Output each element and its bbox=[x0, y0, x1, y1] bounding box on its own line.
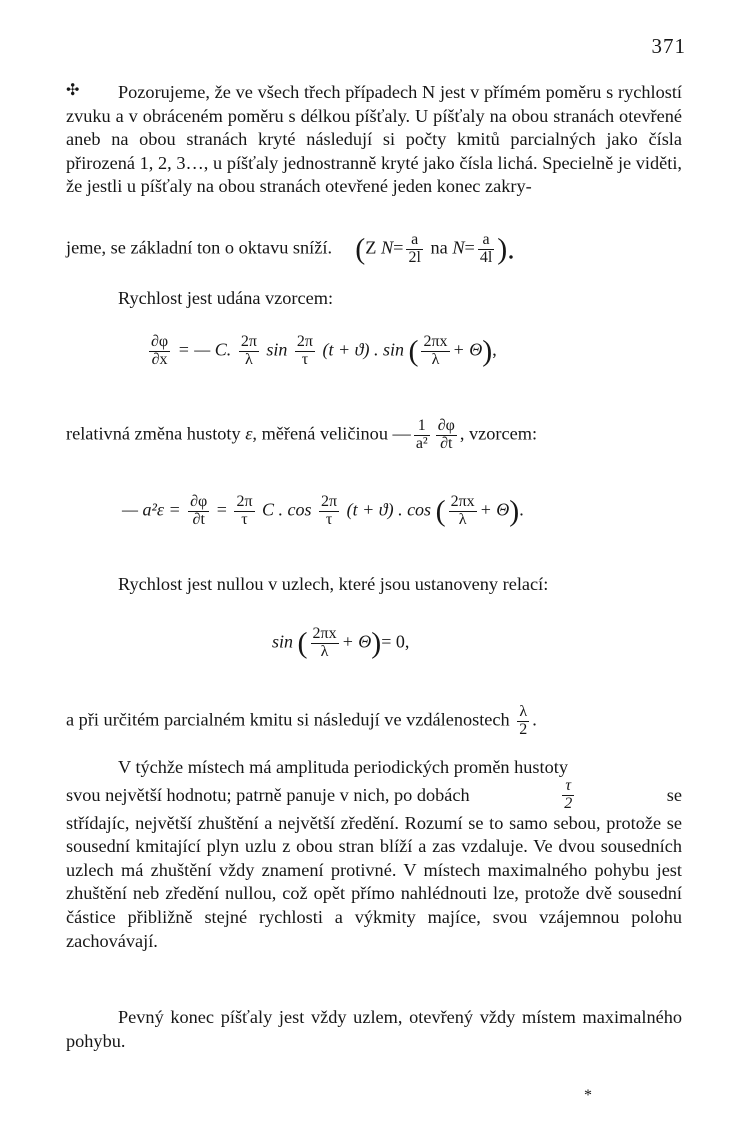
minus-sign: — bbox=[392, 423, 411, 444]
sin-word: sin bbox=[266, 339, 288, 360]
frac-num: a bbox=[478, 232, 494, 250]
formula-word: vzorcem: bbox=[469, 423, 538, 444]
paren-open: ( bbox=[355, 232, 366, 266]
frac-den: λ bbox=[320, 642, 329, 660]
plus-theta: + Θ bbox=[452, 339, 483, 360]
eq-c: = — C. bbox=[177, 339, 232, 360]
frac-num: 2π bbox=[321, 493, 338, 510]
paren-close: ) bbox=[371, 626, 382, 660]
line-velocity-null: Rychlost jest nullou v uzlech, které jsou ustanoveny relací: bbox=[118, 574, 549, 594]
frac-num: ∂φ bbox=[437, 417, 455, 434]
equation-node bbox=[272, 626, 409, 661]
footnote-marker-top: ✣ bbox=[66, 82, 80, 99]
frac-num: ∂φ bbox=[151, 333, 169, 350]
frac-den: 2 bbox=[564, 795, 573, 813]
paren-open: ( bbox=[408, 334, 419, 368]
rhs-zero: = 0, bbox=[381, 631, 410, 652]
frac-den: a² bbox=[415, 434, 428, 452]
frac-den: 2l bbox=[408, 248, 421, 266]
frac-den: λ bbox=[244, 350, 253, 368]
equals-2: = bbox=[464, 237, 475, 258]
eq-end: . bbox=[519, 499, 524, 520]
equation-density bbox=[122, 494, 524, 529]
frac-2pix-lambda bbox=[421, 334, 449, 369]
fraction-a-2l bbox=[406, 232, 422, 267]
partial-text: a při určitém parcialném kmitu si následují ve vzdálenostech bbox=[66, 709, 510, 730]
plus-theta: + Θ bbox=[479, 499, 510, 520]
paren-close: ) bbox=[509, 494, 520, 528]
epsilon-symbol: ε, bbox=[245, 423, 257, 444]
frac-2pi-tau bbox=[295, 334, 315, 369]
frac-num: 2π bbox=[240, 333, 257, 350]
paragraph-fixed-end: Pevný konec píšťaly jest vždy uzlem, otevřený vždy místem maximalného pohybu. bbox=[66, 1007, 682, 1051]
frac-dphi-dx bbox=[149, 334, 170, 369]
amp-rest: střídajíc, největší zhuštění a největší zředění. Rozumí se to samo sebou, protože se sousední kmitající plyn uzlu z obou stran blíží a zas vzdaluje. Ve dvou sousedních uzlech má zhuštění vždy znamení protivné. V místech maximalného pohybu jest zhuštění neb zředění nullou, což opět přímo nahlédnouti lze, protože dvě sousední částice přibližně stejné rychlosti a výkmity majíce, svou vzájemnou polohu zachovávají. bbox=[66, 812, 682, 951]
line-octave bbox=[66, 232, 515, 267]
sin-word: sin bbox=[272, 631, 294, 652]
amp-line-2-text: svou největší hodnotu; patrně panuje v nich, po dobách bbox=[66, 784, 470, 805]
paren-close: ) bbox=[482, 334, 493, 368]
paragraph-amplitude bbox=[66, 756, 682, 953]
frac-1-a2 bbox=[414, 418, 430, 453]
frac-dphi-dt bbox=[436, 418, 457, 453]
frac-den: ∂t bbox=[440, 434, 453, 452]
arg-t-theta: (t + ϑ) . sin bbox=[322, 339, 404, 360]
frac-2pix-lambda bbox=[449, 494, 477, 529]
frac-tau-2 bbox=[562, 778, 574, 813]
frac-2pix-lambda bbox=[311, 626, 339, 661]
octave-text: jeme, se základní ton o oktavu sníží. bbox=[66, 237, 333, 258]
line-partial-oscillation bbox=[66, 704, 537, 739]
frac-num: 2πx bbox=[423, 333, 448, 350]
period: . bbox=[532, 709, 537, 730]
equals: = bbox=[216, 499, 227, 520]
page-number: 371 bbox=[651, 34, 686, 58]
measured-text: měřená veličinou bbox=[261, 423, 388, 444]
fraction-a-4l bbox=[478, 232, 494, 267]
frac-den: λ bbox=[431, 350, 440, 368]
frac-den: ∂x bbox=[151, 350, 168, 368]
frac-2pi-tau-2 bbox=[319, 494, 339, 529]
amp-line-2-end: se bbox=[666, 784, 682, 805]
frac-num: 2π bbox=[236, 493, 253, 510]
c-cos: C . cos bbox=[262, 499, 312, 520]
n-var-2: N bbox=[452, 237, 465, 258]
frac-2pi-tau bbox=[234, 494, 254, 529]
frac-den: 2 bbox=[519, 720, 528, 738]
z-label: Z bbox=[365, 237, 377, 258]
frac-num: τ bbox=[562, 778, 574, 796]
paren-open: ( bbox=[297, 626, 308, 660]
frac-den: τ bbox=[325, 510, 333, 528]
paren-close: ). bbox=[497, 232, 515, 266]
frac-den: τ bbox=[241, 510, 248, 528]
frac-num: 2πx bbox=[450, 493, 475, 510]
paren-open: ( bbox=[435, 494, 446, 528]
equals: = bbox=[393, 237, 404, 258]
amp-line-1: V týchže místech má amplituda periodických proměn hustoty bbox=[118, 757, 568, 777]
frac-num: a bbox=[406, 232, 422, 250]
frac-num: ∂φ bbox=[190, 493, 208, 510]
frac-den: λ bbox=[458, 510, 467, 528]
plus-theta: + Θ bbox=[341, 631, 372, 652]
lhs: — a²ε = bbox=[122, 499, 181, 520]
line-relative-density bbox=[66, 418, 537, 453]
n-var: N bbox=[380, 237, 394, 258]
frac-den: 4l bbox=[479, 248, 493, 266]
arg-t-theta: (t + ϑ) . cos bbox=[346, 499, 432, 520]
footnote-marker-bottom: * bbox=[584, 1087, 592, 1104]
eq-end: , bbox=[492, 339, 497, 360]
relative-text: relativná změna hustoty bbox=[66, 423, 241, 444]
frac-den: τ bbox=[301, 350, 309, 368]
na-word: na bbox=[430, 237, 448, 258]
frac-num: 1 bbox=[414, 418, 430, 436]
frac-num: 2πx bbox=[312, 625, 337, 642]
frac-den: ∂t bbox=[192, 510, 205, 528]
frac-lambda-2 bbox=[517, 704, 529, 739]
frac-2pi-lambda bbox=[239, 334, 259, 369]
line-velocity: Rychlost jest udána vzorcem: bbox=[118, 288, 334, 308]
frac-num: 2π bbox=[296, 333, 313, 350]
frac-dphi-dt bbox=[188, 494, 209, 529]
comma: , bbox=[459, 423, 465, 444]
frac-num: λ bbox=[517, 704, 529, 722]
paragraph-observation: Pozorujeme, že ve všech třech případech N jest v přímém poměru s rychlostí zvuku a v obráceném poměru s délkou píšťaly. U píšťaly na obou stranách otevřené aneb na obou stranách kryté následují si počty kmitů parcialných jako čísla přirozená 1, 2, 3…, u píšťaly jednostranně kryté jako čísla lichá. Specielně je viděti, že jestli u píšťaly na obou stranách otevřené jeden konec zakry- bbox=[66, 82, 682, 197]
equation-velocity bbox=[146, 334, 497, 369]
amp-line-2 bbox=[66, 777, 682, 813]
